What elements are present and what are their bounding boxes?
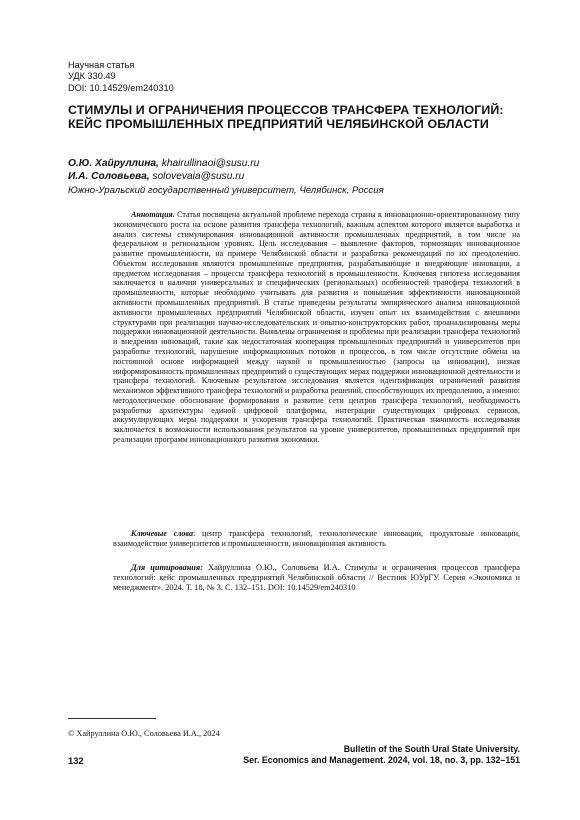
author-name: И.А. Соловьева, [68,171,150,182]
page-number: 132 [68,755,84,766]
doi: DOI: 10.14529/em240310 [68,82,174,93]
citation-text: Хайруллина О.Ю., Соловьева И.А. Стимулы и ограничения процессов трансфера технологий: кейс промышленных предприятий Челябинской области // Вестник ЮУрГУ. Серия «Экономика и менеджмент». 2024. Т. 18, № 3. С. 132–151. DOI: 10.14529/em240310 [113,563,520,593]
author-2 [68,170,259,183]
copyright: © Хайруллина О.Ю., Соловьева И.А., 2024 [68,729,220,738]
keywords-text: : центр трансфера технологий, технологические инновации, продуктовые инновации, взаимодействие университетов и промышленности, инновационная активность [113,529,521,548]
author-email[interactable]: khairullinaoi@susu.ru [161,158,260,169]
article-type: Научная статья [68,60,135,70]
author-email[interactable]: solovevaia@susu.ru [152,171,245,182]
journal-reference [243,744,520,766]
abstract [113,210,520,445]
author-list [68,157,259,183]
keywords-label: Ключевые слова [131,529,193,538]
journal-line-1: Bulletin of the South Ural State University. [343,744,520,754]
article-meta [68,60,174,94]
abstract-label: Аннотация. [131,210,175,219]
keywords [113,529,520,549]
udc-code: УДК 330.49 [68,71,116,82]
citation [113,563,520,594]
author-name: О.Ю. Хайруллина, [68,158,159,169]
footnote-divider [68,718,156,719]
citation-label: Для цитирования: [131,563,203,572]
abstract-text: Статья посвящена актуальной проблеме перехода страны к инновационно-ориентированному типу экономического роста на основе развития трансфера технологий, важным аспектом которого является выработка и анализ системы стимулирования инновационной активности промышленных предприятий, в том числе на федеральном и региональном уровнях. Цель исследования – выявление факторов, тормозящих инновационное развитие промышленности, на примере Челябинской области и разработка рекомендаций по их преодолению. Объектом исследования являются промышленные предприятия, разрабатывающие и внедряющие инновации, а предметом исследования – процессы трансфера технологий в промышленности. Ключевая гипотеза исследования заключается в наличии универсальных и специфических (региональных) особенностей трансфера технологий в промышленности, которые необходимо учитывать для развития и повышения эффективности инновационной активности промышленных предприятий. В статье приведены результаты эмпирического анализа инновационной активности промышленных предприятий Челябинской области, изучен опыт их взаимодействия с внешними структурами при реализации научно-исследовательских и опытно-конструкторских работ, проанализированы меры поддержки инновационной деятельности. Выявлены ограничения и проблемы при реализации трансфера технологий и внедрении инноваций, такие как недостаточная кооперация промышленных предприятий и университетов при разработке технологий, нарушение информационных потоков и процессов, в том числе отсутствие обмена на постоянной основе информацией между наукой и промышленностью (запросы на инновации), низкая информированность промышленных предприятий о существующих мерах поддержки инновационной деятельности и трансфера технологий. Ключевым результатом исследования является идентификация ограничений развития механизмов эффективного трансфера технологий и разработка решений, способствующих их преодолению, а именно: методологическое обоснование формирования и развитие сети центров трансфера технологий, необходимость разработки архитектуры единой цифровой платформы, интеграции существующих цифровых сервисов, аккумулирующих меры поддержки и ускорения трансфера технологий. Практическая значимость исследования заключается в возможности использования результатов на уровне университетов, промышленных предприятий при реализации программ инновационного развития экономики. [113,210,520,444]
article-title: СТИМУЛЫ И ОГРАНИЧЕНИЯ ПРОЦЕССОВ ТРАНСФЕРА ТЕХНОЛОГИЙ: КЕЙС ПРОМЫШЛЕННЫХ ПРЕДПРИЯТИЙ ЧЕЛЯБИНСКОЙ ОБЛАСТИ [68,103,504,132]
affiliation: Южно-Уральский государственный университет, Челябинск, Россия [68,185,384,196]
author-1 [68,157,259,170]
journal-line-2: Ser. Economics and Management. 2024, vol. 18, no. 3, pp. 132–151 [243,755,520,765]
